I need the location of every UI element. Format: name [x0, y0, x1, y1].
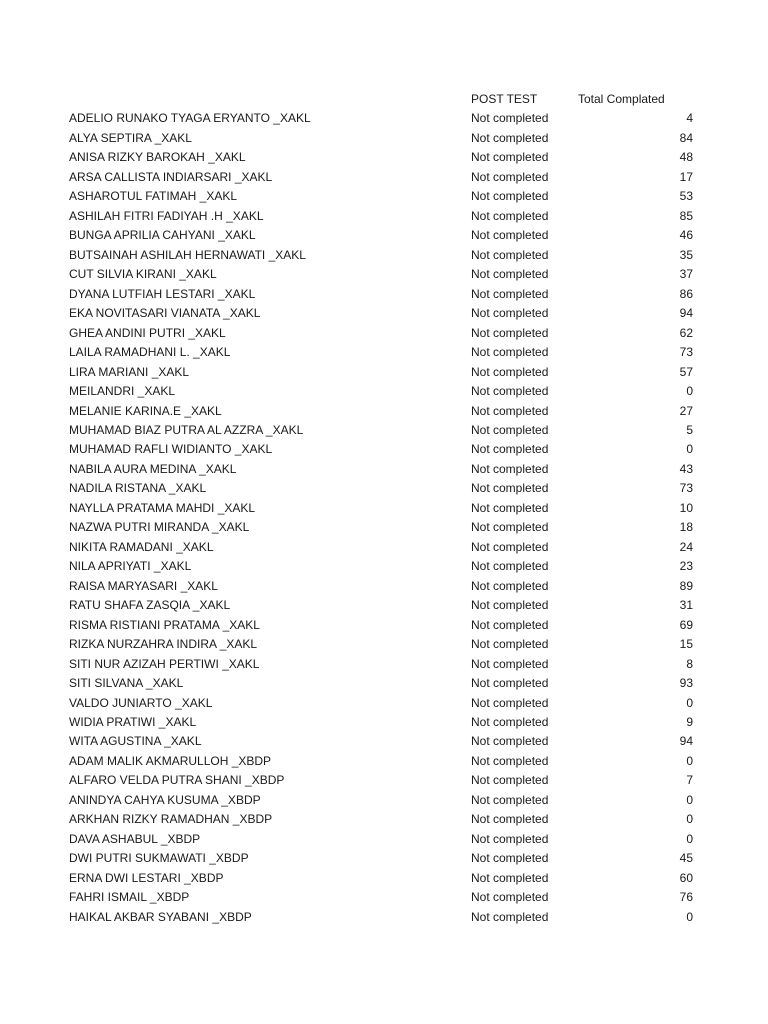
- student-name-cell: MUHAMAD BIAZ PUTRA AL AZZRA _XAKL: [69, 422, 304, 437]
- student-name-cell: NADILA RISTANA _XAKL: [69, 481, 207, 496]
- post-test-status-cell: Not completed: [471, 384, 549, 399]
- student-name-cell: NAYLLA PRATAMA MAHDI _XAKL: [69, 500, 256, 515]
- table-row: [0, 538, 768, 557]
- total-completed-cell: 89: [679, 578, 693, 593]
- table-row: [0, 596, 768, 615]
- post-test-status-cell: Not completed: [471, 208, 549, 223]
- student-name-cell: MEILANDRI _XAKL: [69, 384, 176, 399]
- table-row: [0, 148, 768, 167]
- total-completed-cell: 15: [679, 637, 693, 652]
- table-row: [0, 674, 768, 693]
- student-name-cell: HAIKAL AKBAR SYABANI _XBDP: [69, 909, 252, 924]
- total-completed-cell: 24: [679, 539, 693, 554]
- total-completed-cell: 27: [679, 403, 693, 418]
- post-test-status-cell: Not completed: [471, 909, 549, 924]
- table-row: [0, 265, 768, 284]
- total-completed-cell: 31: [679, 598, 693, 613]
- table-row: [0, 713, 768, 732]
- student-name-cell: MELANIE KARINA.E _XAKL: [69, 403, 222, 418]
- student-name-cell: NABILA AURA MEDINA _XAKL: [69, 461, 237, 476]
- post-test-status-cell: Not completed: [471, 111, 549, 126]
- post-test-status-cell: Not completed: [471, 325, 549, 340]
- total-completed-cell: 85: [679, 208, 693, 223]
- total-completed-cell: 86: [679, 286, 693, 301]
- total-completed-cell: 18: [679, 520, 693, 535]
- table-row: [0, 557, 768, 576]
- student-name-cell: ADELIO RUNAKO TYAGA ERYANTO _XAKL: [69, 111, 311, 126]
- student-name-cell: ADAM MALIK AKMARULLOH _XBDP: [69, 753, 272, 768]
- post-test-status-cell: Not completed: [471, 559, 549, 574]
- student-name-cell: WIDIA PRATIWI _XAKL: [69, 715, 197, 729]
- table-row: [0, 771, 768, 790]
- post-test-status-cell: Not completed: [471, 812, 549, 827]
- student-name-cell: FAHRI ISMAIL _XBDP: [69, 890, 190, 905]
- post-test-status-cell: Not completed: [471, 890, 549, 905]
- post-test-status-cell: Not completed: [471, 267, 549, 282]
- student-name-cell: ANINDYA CAHYA KUSUMA _XBDP: [69, 792, 261, 807]
- total-completed-cell: 5: [686, 422, 693, 437]
- table-row: [0, 830, 768, 849]
- total-completed-cell: 37: [679, 267, 693, 282]
- table-row: [0, 888, 768, 907]
- table-row: [0, 479, 768, 498]
- post-test-status-cell: Not completed: [471, 870, 549, 885]
- student-name-cell: RAISA MARYASARI _XAKL: [69, 578, 218, 593]
- student-name-cell: DWI PUTRI SUKMAWATI _XBDP: [69, 851, 249, 866]
- post-test-status-cell: Not completed: [471, 461, 549, 476]
- table-row: [0, 869, 768, 888]
- post-test-status-cell: Not completed: [471, 422, 549, 437]
- table-row: [0, 226, 768, 245]
- total-completed-cell: 57: [679, 364, 693, 379]
- total-completed-cell: 93: [679, 676, 693, 691]
- student-name-cell: ASHILAH FITRI FADIYAH .H _XAKL: [69, 208, 264, 223]
- student-name-cell: RIZKA NURZAHRA INDIRA _XAKL: [69, 637, 258, 652]
- total-completed-cell: 0: [686, 384, 693, 399]
- post-test-status-cell: Not completed: [471, 442, 549, 457]
- post-test-status-cell: Not completed: [471, 364, 549, 379]
- table-body: [0, 109, 768, 927]
- table-row: [0, 518, 768, 537]
- table-row: [0, 343, 768, 362]
- student-name-cell: LIRA MARIANI _XAKL: [69, 364, 190, 379]
- table-row: [0, 168, 768, 187]
- post-test-status-cell: Not completed: [471, 734, 549, 749]
- student-name-cell: RATU SHAFA ZASQIA _XAKL: [69, 598, 231, 613]
- total-completed-cell: 94: [679, 306, 693, 321]
- student-name-cell: ALYA SEPTIRA _XAKL: [69, 130, 192, 145]
- total-completed-cell: 94: [679, 734, 693, 749]
- table-row: [0, 694, 768, 713]
- post-test-status-cell: Not completed: [471, 189, 549, 204]
- total-completed-cell: 7: [686, 773, 693, 788]
- student-name-cell: BUNGA APRILIA CAHYANI _XAKL: [69, 228, 256, 243]
- table-row: [0, 655, 768, 674]
- student-name-cell: WITA AGUSTINA _XAKL: [69, 734, 202, 749]
- student-name-cell: GHEA ANDINI PUTRI _XAKL: [69, 325, 226, 340]
- post-test-status-cell: Not completed: [471, 306, 549, 321]
- post-test-status-cell: Not completed: [471, 169, 549, 184]
- total-completed-cell: 45: [679, 851, 693, 866]
- table-row: [0, 324, 768, 343]
- table-row: [0, 285, 768, 304]
- student-name-cell: NAZWA PUTRI MIRANDA _XAKL: [69, 520, 250, 535]
- post-test-status-cell: Not completed: [471, 130, 549, 145]
- total-completed-cell: 73: [679, 345, 693, 360]
- table-row: [0, 635, 768, 654]
- table-row: [0, 791, 768, 810]
- table-row: [0, 207, 768, 226]
- table-row: [0, 460, 768, 479]
- student-name-cell: SITI SILVANA _XAKL: [69, 676, 184, 691]
- post-test-status-cell: Not completed: [471, 481, 549, 496]
- student-name-cell: NIKITA RAMADANI _XAKL: [69, 539, 214, 554]
- student-name-cell: BUTSAINAH ASHILAH HERNAWATI _XAKL: [69, 247, 306, 262]
- student-name-cell: ARSA CALLISTA INDIARSARI _XAKL: [69, 169, 273, 184]
- table-row: [0, 246, 768, 265]
- header-post-test: POST TEST: [471, 92, 538, 106]
- post-test-status-cell: Not completed: [471, 598, 549, 613]
- table-row: [0, 752, 768, 771]
- table-row: [0, 304, 768, 323]
- total-completed-cell: 4: [686, 111, 693, 126]
- student-name-cell: CUT SILVIA KIRANI _XAKL: [69, 267, 217, 282]
- table-row: [0, 499, 768, 518]
- table-row: [0, 577, 768, 596]
- post-test-status-cell: Not completed: [471, 773, 549, 788]
- student-name-cell: SITI NUR AZIZAH PERTIWI _XAKL: [69, 656, 260, 671]
- post-test-status-cell: Not completed: [471, 695, 549, 710]
- student-name-cell: DAVA ASHABUL _XBDP: [69, 831, 201, 846]
- post-test-status-cell: Not completed: [471, 520, 549, 535]
- total-completed-cell: 0: [686, 909, 693, 924]
- student-name-cell: ERNA DWI LESTARI _XBDP: [69, 870, 224, 885]
- total-completed-cell: 17: [679, 169, 693, 184]
- student-name-cell: VALDO JUNIARTO _XAKL: [69, 695, 213, 710]
- results-table: [0, 90, 768, 927]
- post-test-status-cell: Not completed: [471, 539, 549, 554]
- total-completed-cell: 0: [686, 831, 693, 846]
- student-name-cell: EKA NOVITASARI VIANATA _XAKL: [69, 306, 261, 321]
- student-name-cell: ALFARO VELDA PUTRA SHANI _XBDP: [69, 773, 285, 788]
- post-test-status-cell: Not completed: [471, 831, 549, 846]
- table-row: [0, 908, 768, 927]
- post-test-status-cell: Not completed: [471, 403, 549, 418]
- table-row: [0, 187, 768, 206]
- post-test-status-cell: Not completed: [471, 578, 549, 593]
- post-test-status-cell: Not completed: [471, 345, 549, 360]
- total-completed-cell: 10: [679, 500, 693, 515]
- total-completed-cell: 43: [679, 461, 693, 476]
- table-row: [0, 382, 768, 401]
- student-name-cell: LAILA RAMADHANI L. _XAKL: [69, 345, 231, 360]
- post-test-status-cell: Not completed: [471, 617, 549, 632]
- student-name-cell: ANISA RIZKY BAROKAH _XAKL: [69, 150, 246, 165]
- table-row: [0, 421, 768, 440]
- total-completed-cell: 84: [679, 130, 693, 145]
- total-completed-cell: 48: [679, 150, 693, 165]
- total-completed-cell: 73: [679, 481, 693, 496]
- total-completed-cell: 76: [679, 890, 693, 905]
- student-name-cell: ASHAROTUL FATIMAH _XAKL: [69, 189, 238, 204]
- total-completed-cell: 69: [679, 617, 693, 632]
- total-completed-cell: 9: [686, 715, 693, 729]
- total-completed-cell: 53: [679, 189, 693, 204]
- table-row: [0, 810, 768, 829]
- total-completed-cell: 46: [679, 228, 693, 243]
- total-completed-cell: 0: [686, 753, 693, 768]
- total-completed-cell: 0: [686, 792, 693, 807]
- post-test-status-cell: Not completed: [471, 792, 549, 807]
- table-header-row: [0, 90, 768, 109]
- student-name-cell: DYANA LUTFIAH LESTARI _XAKL: [69, 286, 256, 301]
- post-test-status-cell: Not completed: [471, 286, 549, 301]
- post-test-status-cell: Not completed: [471, 676, 549, 691]
- post-test-status-cell: Not completed: [471, 500, 549, 515]
- total-completed-cell: 0: [686, 695, 693, 710]
- table-row: [0, 402, 768, 421]
- total-completed-cell: 62: [679, 325, 693, 340]
- total-completed-cell: 0: [686, 442, 693, 457]
- post-test-status-cell: Not completed: [471, 228, 549, 243]
- post-test-status-cell: Not completed: [471, 247, 549, 262]
- table-row: [0, 109, 768, 128]
- student-name-cell: MUHAMAD RAFLI WIDIANTO _XAKL: [69, 442, 273, 457]
- table-row: [0, 732, 768, 751]
- post-test-status-cell: Not completed: [471, 715, 549, 729]
- total-completed-cell: 35: [679, 247, 693, 262]
- table-row: [0, 363, 768, 382]
- total-completed-cell: 23: [679, 559, 693, 574]
- student-name-cell: NILA APRIYATI _XAKL: [69, 559, 192, 574]
- post-test-status-cell: Not completed: [471, 150, 549, 165]
- table-row: [0, 616, 768, 635]
- student-name-cell: ARKHAN RIZKY RAMADHAN _XBDP: [69, 812, 273, 827]
- table-row: [0, 129, 768, 148]
- post-test-status-cell: Not completed: [471, 637, 549, 652]
- post-test-status-cell: Not completed: [471, 753, 549, 768]
- table-row: [0, 440, 768, 459]
- post-test-status-cell: Not completed: [471, 656, 549, 671]
- student-name-cell: RISMA RISTIANI PRATAMA _XAKL: [69, 617, 260, 632]
- total-completed-cell: 60: [679, 870, 693, 885]
- total-completed-cell: 0: [686, 812, 693, 827]
- post-test-status-cell: Not completed: [471, 851, 549, 866]
- table-row: [0, 849, 768, 868]
- header-total-completed: Total Complated: [578, 92, 665, 106]
- total-completed-cell: 8: [686, 656, 693, 671]
